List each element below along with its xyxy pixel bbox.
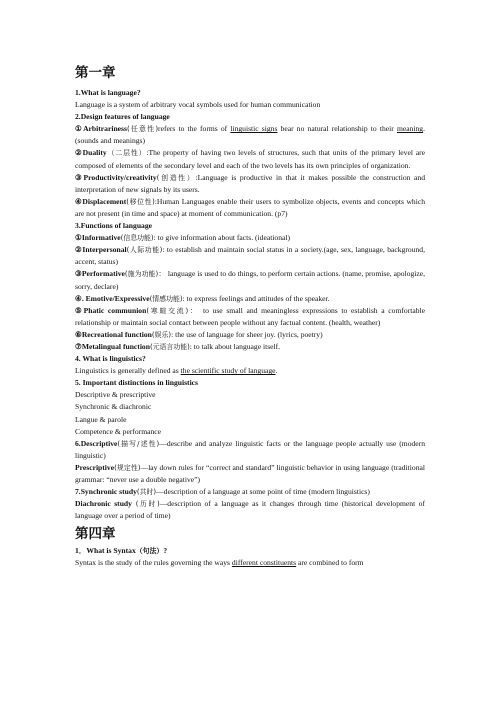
- item-term: Displacement: [82, 196, 127, 206]
- item-chinese-gloss: (任意性): [126, 125, 159, 134]
- item-term: 7.Synchronic study: [75, 487, 137, 497]
- item-number: ③: [75, 269, 82, 279]
- item-text: : to talk about language itself.: [189, 341, 281, 351]
- item-number: ⑥: [75, 329, 82, 339]
- item-text: —description of a language at some point of time (modern linguistics): [156, 487, 370, 497]
- distinction-item: Synchronic & diachronic: [75, 402, 152, 412]
- item-chinese-gloss: (描写/述性): [117, 439, 160, 448]
- underlined-phrase: linguistic signs: [230, 124, 278, 134]
- function-interpersonal: [75, 244, 425, 268]
- heading-chinese-gloss: （句法）: [135, 547, 164, 556]
- distinction-item: Descriptive & prescriptive: [75, 390, 156, 400]
- chapter-4-title: 第四章: [75, 526, 116, 543]
- answer-text: Linguistics is generally defined as: [75, 366, 181, 376]
- chapter-1-title: 第一章: [75, 65, 116, 81]
- item-text: —lay down rules for “correct and standard” linguistic behavior in using language (traditional grammar: “never use a double negative”): [75, 462, 425, 484]
- chapter-4-question-1-heading: [75, 545, 425, 557]
- item-number: ④: [75, 293, 82, 303]
- item-text: : to express feelings and attitudes of the speaker.: [182, 293, 330, 303]
- item-text: : to establish and maintain social status in a society.(age, sex, language, background, accent, status): [75, 245, 425, 267]
- item-chinese-gloss: (信息功能): [120, 234, 154, 243]
- design-feature-arbitrariness: [75, 123, 425, 147]
- underlined-phrase: different constituents: [231, 558, 297, 568]
- heading-text: 1．What is Syntax: [75, 546, 136, 556]
- underlined-phrase: the scientific study of language: [180, 366, 276, 376]
- item-text: ： to use small and meaningless expressions to establish a comfortable relationship or maintain social contact between people without any factual content. (health, weather): [75, 305, 425, 327]
- item-term: Arbitrariness: [83, 124, 127, 134]
- item-term: Performative: [81, 269, 125, 279]
- question-1-heading: 1.What is language?: [75, 88, 141, 97]
- item-term: Recreational function: [81, 329, 152, 339]
- item-text: :Language is productive in that it makes possible the construction and interpretation of new signals by its users.: [75, 172, 426, 194]
- design-feature-productivity: [75, 172, 425, 196]
- function-informative: [75, 232, 425, 244]
- question-4-heading: 4. What is linguistics?: [75, 354, 146, 364]
- item-text: :Human Languages enable their users to symbolize objects, events and concepts which are not present (in time and space) at moment of communication. (p7): [75, 196, 425, 218]
- item-chinese-gloss: (元语言功能): [149, 342, 190, 351]
- item-term: Duality: [82, 148, 107, 158]
- item-term: . Emotive/Expressive: [81, 293, 150, 303]
- item-chinese-gloss: (历时): [131, 500, 160, 509]
- item-term: Interpersonal: [82, 245, 127, 255]
- item-term: Metalingual function: [81, 341, 150, 351]
- design-feature-displacement: [75, 196, 425, 220]
- body-text: are combined to form: [296, 558, 364, 568]
- item-term: Diachronic study: [75, 499, 132, 509]
- question-3-heading: 3.Functions of language: [75, 221, 153, 231]
- syntax-definition: [75, 557, 425, 569]
- question-4-answer: [75, 365, 425, 377]
- item-chinese-gloss: (人际功能): [126, 246, 163, 255]
- item-text: . (sounds and meanings): [75, 124, 425, 146]
- answer-text: .: [275, 366, 278, 376]
- descriptive-definition: [75, 438, 425, 462]
- item-number: ②: [75, 245, 83, 255]
- heading-text: ?: [163, 546, 168, 556]
- item-term: Phatic communion: [83, 305, 147, 315]
- distinction-item: Langue & parole: [75, 414, 127, 424]
- item-chinese-gloss: (施为功能): [124, 270, 159, 279]
- function-performative: [75, 268, 425, 292]
- item-term: Productivity/creativity: [83, 172, 157, 182]
- function-phatic: [75, 305, 425, 329]
- item-number: ①: [75, 233, 82, 243]
- item-chinese-gloss: (寒暄交流): [146, 306, 189, 315]
- question-1-answer: Language is a system of arbitrary vocal symbols used for human communication: [75, 100, 321, 110]
- body-text: Syntax is the study of the rules governing the ways: [75, 558, 232, 568]
- item-number: ⑤: [75, 305, 84, 315]
- item-number: ②: [75, 148, 83, 158]
- item-chinese-gloss: (共时): [136, 488, 157, 497]
- item-number: ⑦: [75, 341, 82, 351]
- item-text: : to give information about facts. (ideational): [153, 233, 291, 243]
- function-emotive: [75, 293, 425, 305]
- distinction-item: Competence & performance: [75, 426, 162, 436]
- item-chinese-gloss: (创造性）: [156, 173, 196, 182]
- synchronic-definition: [75, 486, 425, 498]
- item-text: refers to the forms of: [158, 124, 231, 134]
- function-recreational: [75, 329, 425, 341]
- item-number: ④: [75, 196, 83, 206]
- question-5-heading: 5. Important distinctions in linguistics: [75, 378, 198, 388]
- item-text: :The property of having two levels of structures, such that units of the primary level are composed of elements of the secondary level and each of the two levels has its own principles of organization.: [75, 148, 425, 170]
- item-chinese-gloss: （二层性）: [106, 149, 147, 158]
- design-feature-duality: [75, 147, 425, 171]
- item-term: 6.Descriptive: [75, 438, 118, 448]
- diachronic-definition: [75, 498, 425, 522]
- item-chinese-gloss: (情感功能): [149, 294, 183, 303]
- item-chinese-gloss: (移位性): [126, 197, 155, 206]
- item-text: bear no natural relationship to their: [277, 124, 397, 134]
- item-term: Informative: [81, 233, 121, 243]
- item-text: ： language is used to do things, to perform certain actions. (name, promise, apologize, sorry, declare): [75, 269, 425, 291]
- item-text: —description of a language as it changes through time (historical development of language over a period of time): [75, 499, 425, 521]
- item-text: —describe and analyze linguistic facts or the language people actually use (modern linguistic): [75, 438, 425, 460]
- underlined-phrase: meaning: [396, 124, 424, 134]
- item-chinese-gloss: (规定性): [114, 463, 141, 472]
- function-metalingual: [75, 341, 425, 353]
- item-number: ③: [75, 172, 84, 182]
- item-term: Prescriptive: [75, 462, 115, 472]
- question-2-heading: 2.Design features of language: [75, 112, 170, 122]
- prescriptive-definition: [75, 462, 425, 486]
- item-text: : the use of language for sheer joy. (lyrics, poetry): [171, 329, 323, 339]
- document-page: [75, 64, 425, 570]
- item-chinese-gloss: (娱乐): [151, 330, 172, 339]
- item-number: ①: [75, 124, 84, 134]
